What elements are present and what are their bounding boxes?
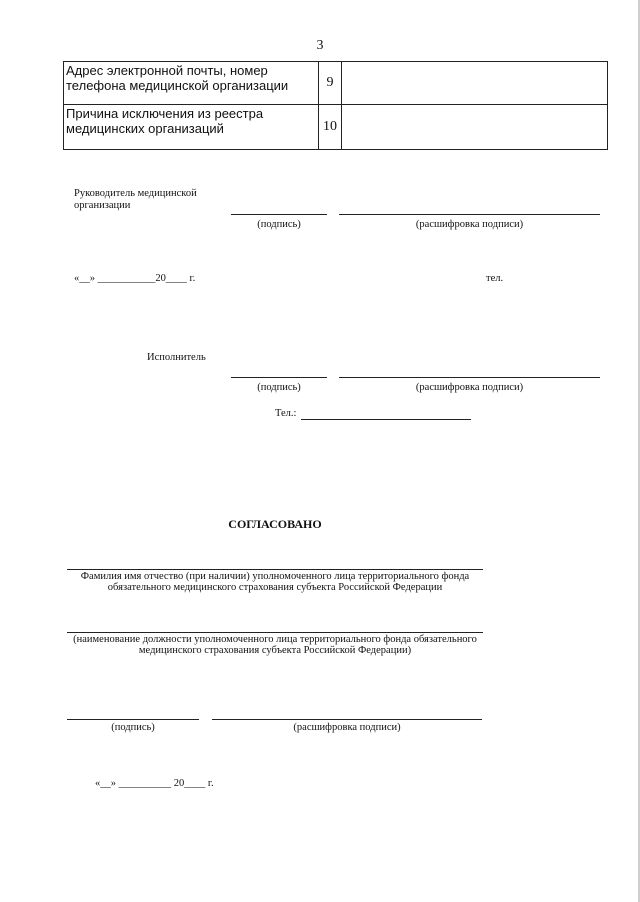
executor-phone-line[interactable] bbox=[301, 419, 471, 420]
executor-phone-label: Тел.: bbox=[275, 408, 297, 419]
approval-fio-line[interactable] bbox=[67, 569, 483, 570]
approval-title: СОГЛАСОВАНО bbox=[228, 517, 322, 531]
head-date-line: «__» ___________20____ г. bbox=[74, 273, 196, 284]
page-number: 3 bbox=[316, 38, 324, 53]
executor-signature-line[interactable] bbox=[231, 377, 327, 378]
approval-position-line[interactable] bbox=[67, 632, 483, 633]
approval-signature-line[interactable] bbox=[67, 719, 199, 720]
organization-info-table bbox=[63, 61, 608, 150]
approval-sign-caption: (подпись) bbox=[111, 722, 155, 733]
approval-date-line: «__» __________ 20____ г. bbox=[95, 778, 214, 789]
approval-decode-line[interactable] bbox=[212, 719, 482, 720]
approval-decode-caption: (расшифровка подписи) bbox=[293, 722, 401, 733]
approval-fio-caption: Фамилия имя отчество (при наличии) уполномоченного лица территориального фонда обязательного медицинского страхования субъекта Российской Федерации bbox=[80, 571, 470, 593]
executor-sign-caption: (подпись) bbox=[257, 382, 301, 393]
table-row bbox=[64, 105, 608, 150]
head-decode-caption: (расшифровка подписи) bbox=[415, 219, 524, 230]
executor-decode-line[interactable] bbox=[339, 377, 600, 378]
row-number: 10 bbox=[319, 105, 342, 150]
row-number: 9 bbox=[319, 62, 342, 105]
row-label: Причина исключения из реестра медицинских организаций bbox=[64, 105, 319, 150]
approval-position-caption: (наименование должности уполномоченного лица территориального фонда обязательного медицинского страхования субъекта Российской Федерации) bbox=[73, 634, 477, 656]
head-phone-label: тел. bbox=[486, 273, 504, 284]
executor-label: Исполнитель bbox=[147, 352, 206, 363]
head-decode-line[interactable] bbox=[339, 214, 600, 215]
head-signature-line[interactable] bbox=[231, 214, 327, 215]
row-label: Адрес электронной почты, номер телефона медицинской организации bbox=[64, 62, 319, 105]
executor-decode-caption: (расшифровка подписи) bbox=[415, 382, 524, 393]
row-value[interactable] bbox=[342, 105, 608, 150]
row-value[interactable] bbox=[342, 62, 608, 105]
head-label: Руководитель медицинской организации bbox=[74, 188, 197, 211]
head-sign-caption: (подпись) bbox=[257, 219, 301, 230]
table-row bbox=[64, 62, 608, 105]
